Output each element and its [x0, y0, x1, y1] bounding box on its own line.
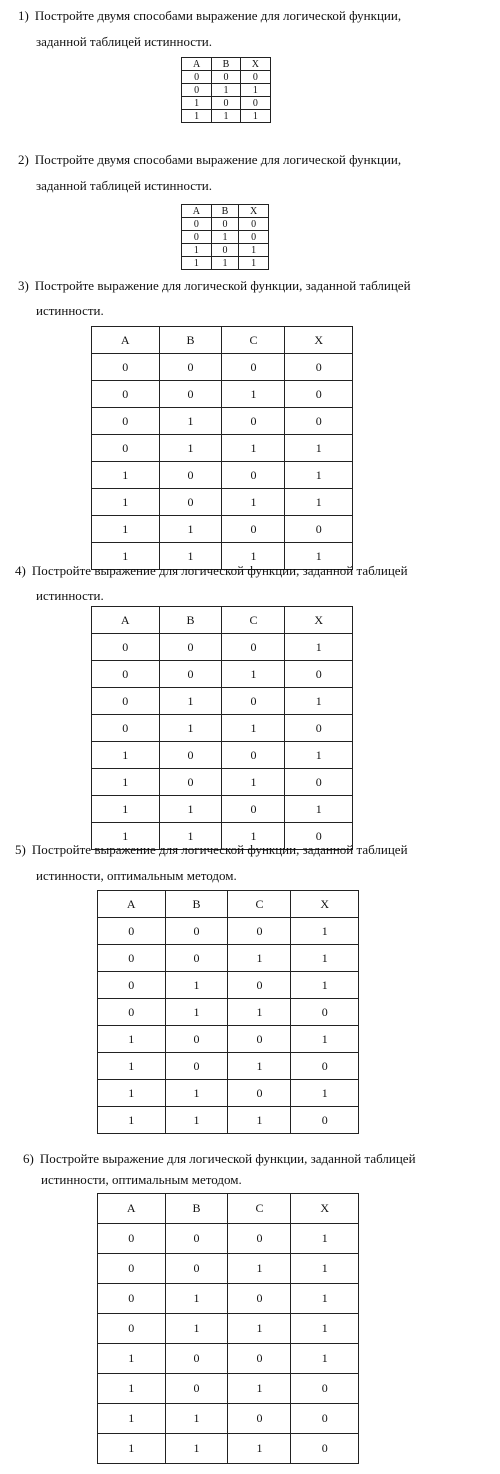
table-row: [98, 1224, 359, 1254]
table-cell: 0: [92, 381, 160, 408]
table-header-row: [182, 205, 269, 218]
table-cell: 0: [222, 634, 285, 661]
table-cell: 1: [182, 244, 212, 257]
table-cell: 1: [291, 1080, 359, 1107]
task-3-line-1: 3) Постройте выражение для логической функции, заданной таблицей: [18, 278, 411, 293]
table-row: [98, 1374, 359, 1404]
table-cell: 0: [159, 634, 222, 661]
table-row: [98, 1344, 359, 1374]
table-cell: 0: [228, 1224, 291, 1254]
table-cell: 1: [159, 688, 222, 715]
table-cell: 1: [285, 543, 353, 570]
table-row: [92, 661, 353, 688]
header-cell: A: [182, 58, 212, 71]
header-cell: X: [285, 607, 353, 634]
table-cell: 0: [285, 408, 353, 435]
header-cell: B: [159, 327, 222, 354]
truth-table-2: [181, 204, 269, 270]
table-cell: 0: [212, 97, 240, 110]
task-4-line-1: 4) Постройте выражение для логической функции, заданной таблицей: [15, 563, 408, 578]
table-cell: 1: [159, 715, 222, 742]
table-row: [182, 71, 271, 84]
table-cell: 0: [98, 1314, 166, 1344]
table-cell: 1: [285, 435, 353, 462]
table-cell: 1: [182, 257, 212, 270]
table-cell: 0: [228, 1344, 291, 1374]
table-row: [182, 218, 269, 231]
table-cell: 0: [222, 354, 285, 381]
table-cell: 1: [285, 688, 353, 715]
header-cell: B: [159, 607, 222, 634]
table-cell: 0: [228, 1080, 291, 1107]
header-cell: X: [285, 327, 353, 354]
table-cell: 0: [291, 1374, 359, 1404]
table-cell: 1: [92, 543, 160, 570]
table-cell: 1: [291, 945, 359, 972]
table-cell: 0: [98, 1224, 166, 1254]
table-row: [182, 257, 269, 270]
table-row: [92, 462, 353, 489]
table-header-row: [98, 891, 359, 918]
table-cell: 0: [285, 516, 353, 543]
table-cell: 0: [240, 97, 270, 110]
table-cell: 1: [222, 543, 285, 570]
table-header-row: [92, 607, 353, 634]
table-row: [98, 918, 359, 945]
table-cell: 1: [291, 918, 359, 945]
table-row: [98, 1254, 359, 1284]
header-cell: A: [92, 327, 160, 354]
table-cell: 1: [98, 1404, 166, 1434]
table-cell: 1: [222, 769, 285, 796]
table-cell: 1: [285, 742, 353, 769]
table-cell: 0: [285, 823, 353, 850]
table-cell: 0: [182, 218, 212, 231]
header-cell: A: [92, 607, 160, 634]
table-cell: 0: [228, 1026, 291, 1053]
table-cell: 1: [92, 489, 160, 516]
table-row: [98, 1284, 359, 1314]
task-6-line-1: 6) Постройте выражение для логической функции, заданной таблицей: [23, 1151, 416, 1166]
table-cell: 0: [92, 688, 160, 715]
table-cell: 0: [98, 945, 166, 972]
table-cell: 0: [159, 742, 222, 769]
table-cell: 1: [92, 796, 160, 823]
table-cell: 1: [291, 1224, 359, 1254]
table-cell: 1: [239, 244, 269, 257]
table-cell: 0: [228, 1284, 291, 1314]
table-cell: 0: [222, 688, 285, 715]
task-1-line-1: 1) Постройте двумя способами выражение для логической функции,: [18, 8, 402, 23]
table-cell: 0: [165, 1053, 228, 1080]
table-row: [98, 972, 359, 999]
table-cell: 0: [285, 769, 353, 796]
table-cell: 0: [165, 1344, 228, 1374]
table-cell: 1: [285, 634, 353, 661]
table-cell: 1: [228, 1254, 291, 1284]
table-cell: 1: [228, 945, 291, 972]
table-cell: 0: [92, 435, 160, 462]
table-cell: 1: [291, 972, 359, 999]
table-cell: 0: [239, 231, 269, 244]
table-cell: 0: [211, 218, 239, 231]
table-cell: 0: [159, 381, 222, 408]
table-cell: 1: [212, 110, 240, 123]
table-cell: 1: [182, 97, 212, 110]
table-row: [92, 381, 353, 408]
table-cell: 0: [98, 918, 166, 945]
table-cell: 1: [222, 715, 285, 742]
table-cell: 1: [159, 435, 222, 462]
table-header-row: [98, 1194, 359, 1224]
table-cell: 0: [165, 945, 228, 972]
task-2-line-2: заданной таблицей истинности.: [36, 178, 212, 193]
table-cell: 1: [285, 796, 353, 823]
table-cell: 1: [285, 489, 353, 516]
table-cell: 0: [291, 1434, 359, 1464]
table-row: [98, 1314, 359, 1344]
table-cell: 1: [165, 1314, 228, 1344]
table-cell: 0: [291, 999, 359, 1026]
table-cell: 1: [159, 543, 222, 570]
table-cell: 1: [228, 1053, 291, 1080]
header-cell: A: [98, 1194, 166, 1224]
table-cell: 0: [159, 661, 222, 688]
table-cell: 0: [211, 244, 239, 257]
table-row: [182, 84, 271, 97]
table-cell: 1: [98, 1107, 166, 1134]
truth-table-3: [91, 326, 353, 570]
table-cell: 0: [228, 1404, 291, 1434]
header-cell: X: [240, 58, 270, 71]
task-3-line-2: истинности.: [36, 303, 104, 318]
task-4-line-2: истинности.: [36, 588, 104, 603]
table-cell: 0: [165, 1254, 228, 1284]
table-cell: 1: [291, 1254, 359, 1284]
table-cell: 0: [291, 1404, 359, 1434]
table-cell: 0: [222, 516, 285, 543]
table-row: [98, 945, 359, 972]
table-cell: 1: [159, 516, 222, 543]
table-cell: 0: [212, 71, 240, 84]
header-cell: X: [291, 1194, 359, 1224]
table-cell: 1: [159, 408, 222, 435]
table-cell: 0: [222, 462, 285, 489]
table-cell: 0: [182, 71, 212, 84]
table-cell: 1: [228, 1434, 291, 1464]
table-cell: 0: [182, 84, 212, 97]
table-cell: 0: [92, 634, 160, 661]
table-row: [182, 110, 271, 123]
header-cell: B: [165, 1194, 228, 1224]
table-cell: 0: [159, 769, 222, 796]
truth-table-1: [181, 57, 271, 123]
table-cell: 0: [92, 408, 160, 435]
task-5-line-2: истинности, оптимальным методом.: [36, 868, 237, 883]
table-cell: 0: [165, 918, 228, 945]
table-cell: 1: [159, 823, 222, 850]
header-cell: C: [228, 891, 291, 918]
table-row: [92, 516, 353, 543]
table-cell: 1: [228, 1374, 291, 1404]
table-cell: 0: [222, 408, 285, 435]
table-cell: 1: [98, 1374, 166, 1404]
table-header-row: [182, 58, 271, 71]
table-cell: 1: [239, 257, 269, 270]
table-cell: 1: [165, 1284, 228, 1314]
task-5-line-1: 5) Постройте выражение для логической функции, заданной таблицей: [15, 842, 408, 857]
table-cell: 1: [98, 1080, 166, 1107]
table-cell: 0: [165, 1374, 228, 1404]
header-cell: B: [165, 891, 228, 918]
table-cell: 0: [285, 661, 353, 688]
table-cell: 0: [182, 231, 212, 244]
header-cell: X: [291, 891, 359, 918]
table-cell: 1: [291, 1284, 359, 1314]
table-row: [92, 435, 353, 462]
task-2-line-1: 2) Постройте двумя способами выражение для логической функции,: [18, 152, 402, 167]
table-cell: 1: [222, 435, 285, 462]
table-row: [92, 715, 353, 742]
table-row: [98, 999, 359, 1026]
table-cell: 1: [182, 110, 212, 123]
table-cell: 0: [92, 661, 160, 688]
table-cell: 1: [228, 999, 291, 1026]
table-cell: 0: [222, 742, 285, 769]
table-row: [98, 1434, 359, 1464]
header-cell: C: [222, 327, 285, 354]
table-cell: 1: [228, 1107, 291, 1134]
table-cell: 1: [159, 796, 222, 823]
table-row: [182, 231, 269, 244]
table-cell: 0: [98, 1284, 166, 1314]
table-cell: 0: [159, 462, 222, 489]
table-cell: 1: [92, 462, 160, 489]
table-row: [92, 408, 353, 435]
table-cell: 1: [165, 972, 228, 999]
table-cell: 0: [239, 218, 269, 231]
table-cell: 0: [228, 918, 291, 945]
table-row: [182, 244, 269, 257]
table-cell: 1: [211, 257, 239, 270]
header-cell: A: [98, 891, 166, 918]
table-cell: 1: [291, 1026, 359, 1053]
table-row: [98, 1080, 359, 1107]
table-cell: 1: [92, 516, 160, 543]
table-cell: 0: [165, 1026, 228, 1053]
table-row: [98, 1404, 359, 1434]
table-cell: 1: [291, 1314, 359, 1344]
table-cell: 1: [165, 1404, 228, 1434]
truth-table-6: [97, 1193, 359, 1464]
task-1-line-2: заданной таблицей истинности.: [36, 34, 212, 49]
table-cell: 0: [165, 1224, 228, 1254]
header-cell: C: [228, 1194, 291, 1224]
header-cell: A: [182, 205, 212, 218]
table-row: [92, 634, 353, 661]
table-cell: 1: [92, 742, 160, 769]
table-cell: 1: [285, 462, 353, 489]
table-cell: 1: [240, 84, 270, 97]
table-cell: 0: [228, 972, 291, 999]
table-cell: 0: [92, 354, 160, 381]
header-cell: B: [212, 58, 240, 71]
table-cell: 1: [222, 661, 285, 688]
table-cell: 1: [222, 381, 285, 408]
table-cell: 0: [98, 999, 166, 1026]
table-cell: 1: [98, 1053, 166, 1080]
table-cell: 1: [165, 1080, 228, 1107]
table-cell: 0: [240, 71, 270, 84]
table-row: [92, 688, 353, 715]
table-cell: 1: [165, 1434, 228, 1464]
table-row: [92, 354, 353, 381]
table-row: [92, 796, 353, 823]
table-cell: 1: [165, 1107, 228, 1134]
header-cell: B: [211, 205, 239, 218]
table-row: [98, 1026, 359, 1053]
header-cell: C: [222, 607, 285, 634]
table-cell: 0: [222, 796, 285, 823]
table-row: [98, 1053, 359, 1080]
table-cell: 1: [222, 823, 285, 850]
table-cell: 1: [92, 769, 160, 796]
table-cell: 0: [291, 1107, 359, 1134]
table-row: [92, 489, 353, 516]
table-cell: 1: [98, 1434, 166, 1464]
task-6-line-2: истинности, оптимальным методом.: [41, 1172, 242, 1187]
table-cell: 1: [165, 999, 228, 1026]
table-cell: 0: [159, 354, 222, 381]
table-cell: 0: [98, 972, 166, 999]
table-cell: 1: [98, 1026, 166, 1053]
table-cell: 1: [291, 1344, 359, 1374]
table-cell: 0: [159, 489, 222, 516]
table-row: [182, 97, 271, 110]
table-cell: 1: [98, 1344, 166, 1374]
table-cell: 0: [285, 381, 353, 408]
table-row: [92, 742, 353, 769]
table-cell: 1: [211, 231, 239, 244]
table-cell: 0: [285, 354, 353, 381]
table-row: [98, 1107, 359, 1134]
table-cell: 0: [291, 1053, 359, 1080]
table-cell: 1: [228, 1314, 291, 1344]
table-cell: 1: [222, 489, 285, 516]
table-cell: 0: [285, 715, 353, 742]
table-cell: 0: [98, 1254, 166, 1284]
header-cell: X: [239, 205, 269, 218]
table-row: [92, 769, 353, 796]
table-cell: 1: [240, 110, 270, 123]
table-cell: 0: [92, 715, 160, 742]
truth-table-4: [91, 606, 353, 850]
table-header-row: [92, 327, 353, 354]
table-cell: 1: [212, 84, 240, 97]
truth-table-5: [97, 890, 359, 1134]
table-cell: 1: [92, 823, 160, 850]
